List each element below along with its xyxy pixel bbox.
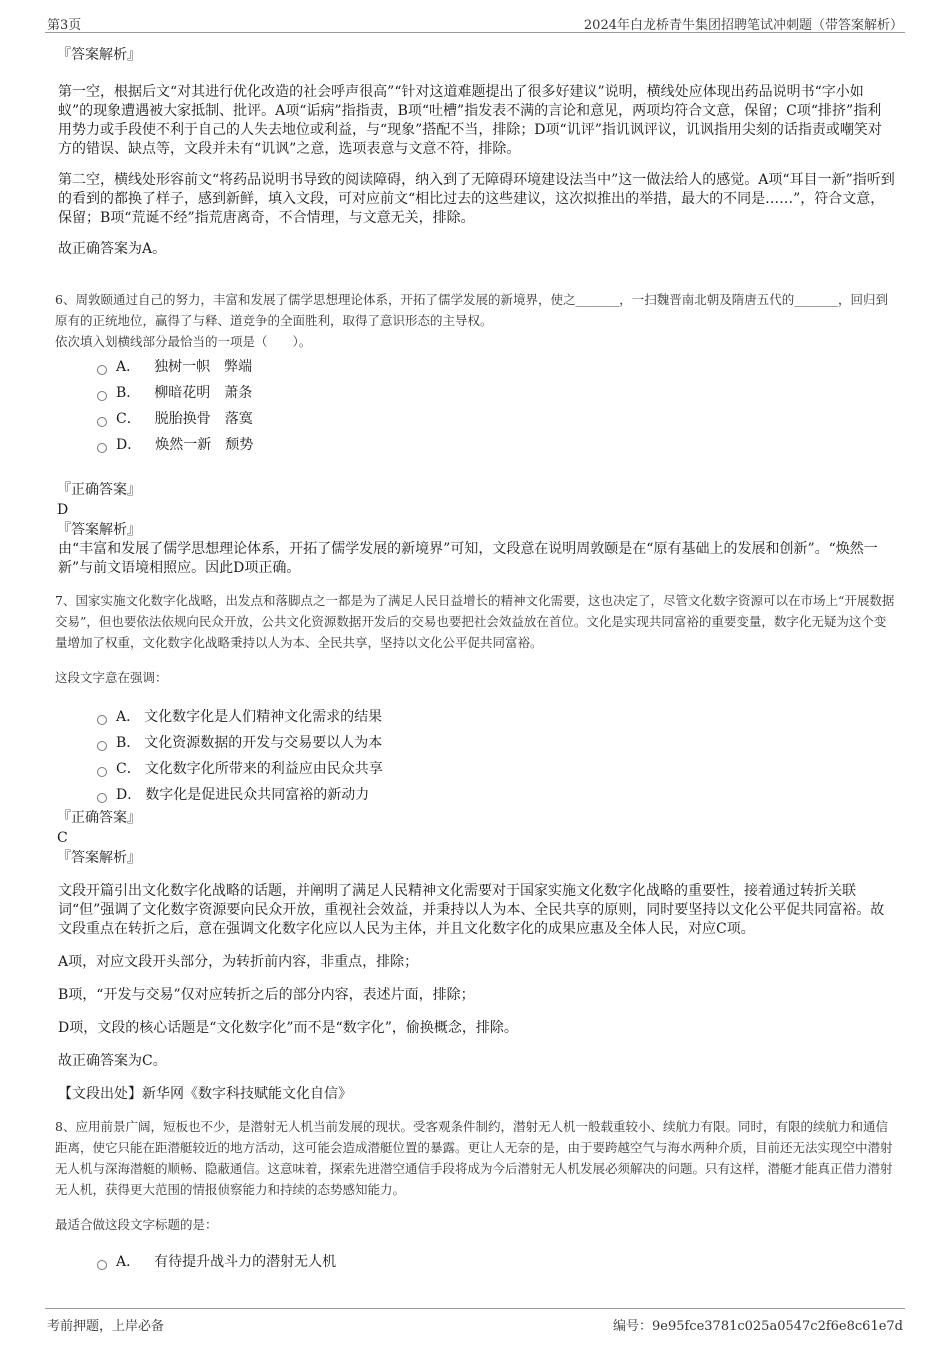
correct-answer: C <box>57 830 68 846</box>
analysis-label: 『答案解析』 <box>57 850 141 866</box>
option-b[interactable]: B． 柳暗花明 萧条 <box>97 380 895 406</box>
option-c[interactable]: C． 脱胎换骨 落寞 <box>97 406 895 432</box>
source-citation: 【文段出处】新华网《数字科技赋能文化自信》 <box>58 1086 352 1102</box>
content <box>55 44 895 1275</box>
analysis-label: 『答案解析』 <box>57 47 141 63</box>
question-7-stem: 7、国家实施文化数字化战略，出发点和落脚点之一都是为了满足人民日益增长的精神文化需要，这也决定了，尽管文化数字资源可以在市场上“开展数据交易”，但也要依法依规向民众开放，公共文化资源数据开发后的交易也要把社会效益放在首位。文化是实现共同富裕的重要变量，数字化无疑为这个变量增加了权重，文化数字化战略秉持以人为本、全民共享，坚持以文化公平促共同富裕。 <box>55 593 895 650</box>
document-title: 2024年白龙桥青牛集团招聘笔试冲刺题（带答案解析） <box>583 18 903 33</box>
option-d[interactable]: D． 焕然一新 颓势 <box>97 432 895 458</box>
radio-button[interactable] <box>97 741 107 751</box>
radio-button[interactable] <box>97 443 107 453</box>
radio-button[interactable] <box>97 417 107 427</box>
analysis-label: 『答案解析』 <box>57 522 141 538</box>
correct-answer-label: 『正确答案』 <box>57 482 141 498</box>
analysis-paragraph: 故正确答案为A。 <box>58 241 167 257</box>
correct-answer-label: 『正确答案』 <box>57 810 141 826</box>
option-a[interactable]: A． 有待提升战斗力的潜射无人机 <box>97 1249 895 1275</box>
question-6-options <box>97 354 895 458</box>
radio-button[interactable] <box>97 793 107 803</box>
question-7-prompt: 这段文字意在强调： <box>55 670 168 685</box>
question-8-stem: 8、应用前景广阔，短板也不少，是潜射无人机当前发展的现状。受客观条件制约，潜射无人机一般载重较小、续航力有限。同时，有限的续航力和通信距离，使它只能在距潜艇较近的地方活动，这可能会造成潜艇位置的暴露。更让人无奈的是，由于要跨越空气与海水两种介质，目前还无法实现空中潜射无人机与深海潜艇的顺畅、隐蔽通信。这意味着，探索先进潜空通信手段将成为今后潜射无人机发展必须解决的问题。只有这样，潜艇才能真正借力潜射无人机，获得更大范围的情报侦察能力和持续的态势感知能力。 <box>55 1119 893 1197</box>
analysis-paragraph: 故正确答案为C。 <box>58 1053 167 1069</box>
analysis-paragraph: 文段开篇引出文化数字化战略的话题，并阐明了满足人民精神文化需要对于国家实施文化数字化战略的重要性，接着通过转折关联词“但”强调了文化数字资源要向民众开放，重视社会效益，并秉持以人为本、全民共享的原则，同时要坚持以文化公平促共同富裕。故文段重点在转折之后，意在强调文化数字化应以人民为主体，并且文化数字化的成果应惠及全体人民，对应C项。 <box>58 883 885 937</box>
question-7-options <box>97 704 895 808</box>
option-a[interactable]: A． 文化数字化是人们精神文化需求的结果 <box>97 704 895 730</box>
question-6-prompt: 依次填入划横线部分最恰当的一项是（ ）。 <box>55 334 312 349</box>
analysis-paragraph: A项，对应文段开头部分，为转折前内容，非重点，排除； <box>58 954 419 970</box>
analysis-paragraph: B项，“开发与交易”仅对应转折之后的部分内容，表述片面，排除； <box>58 987 475 1003</box>
radio-button[interactable] <box>97 365 107 375</box>
analysis-text: 由“丰富和发展了儒学思想理论体系，开拓了儒学发展的新境界”可知，文段意在说明周敦颐是在“原有基础上的发展和创新”。“焕然一新”与前文语境相照应。因此D项正确。 <box>58 541 878 576</box>
radio-button[interactable] <box>97 767 107 777</box>
page-footer <box>45 1308 905 1335</box>
question-6-stem: 6、周敦颐通过自己的努力，丰富和发展了儒学思想理论体系，开拓了儒学发展的新境界，使之_______，一扫魏晋南北朝及隋唐五代的_______，回归到原有的正统地位，赢得了与释、道竞争的全面胜利，取得了意识形态的主导权。 <box>55 292 888 328</box>
page-header <box>45 10 905 33</box>
radio-button[interactable] <box>97 391 107 401</box>
radio-button[interactable] <box>97 1260 107 1270</box>
footer-slogan: 考前押题，上岸必备 <box>47 1319 165 1334</box>
document-code: 编号：9e95fce3781c025a0547c2f6e8c61e7d <box>612 1319 903 1334</box>
analysis-paragraph: D项，文段的核心话题是“文化数字化”而不是“数字化”，偷换概念，排除。 <box>58 1020 518 1036</box>
correct-answer: D <box>57 502 69 518</box>
option-a[interactable]: A． 独树一帜 弊端 <box>97 354 895 380</box>
option-d[interactable]: D． 数字化是促进民众共同富裕的新动力 <box>97 782 895 808</box>
radio-button[interactable] <box>97 715 107 725</box>
page-number: 第3页 <box>47 18 82 33</box>
analysis-paragraph: 第二空，横线处形容前文“将药品说明书导致的阅读障碍，纳入到了无障碍环境建设法当中”这一做法给人的感觉。A项“耳目一新”指听到的看到的都换了样子，感到新鲜，填入文段，可对应前文“相比过去的这些建议，这次拟推出的举措，最大的不同是……”，符合文意，保留；B项“荒诞不经”指荒唐离奇，不合情理，与文意无关，排除。 <box>58 172 895 226</box>
analysis-paragraph: 第一空，根据后文“对其进行优化改造的社会呼声很高”“针对这道难题提出了很多好建议”说明，横线处应体现出药品说明书“字小如蚁”的现象遭遇被大家抵制、批评。A项“诟病”指指责，B项“吐槽”指发表不满的言论和意见，两项均符合文意，保留；C项“排挤”指利用势力或手段使不利于自己的人失去地位或利益，与“现象”搭配不当，排除；D项“讥评”指讥讽评议，讥讽指用尖刻的话指责或嘲笑对方的错误、缺点等，文段并未有“讥讽”之意，选项表意与文意不符，排除。 <box>58 84 882 157</box>
option-b[interactable]: B． 文化资源数据的开发与交易要以人为本 <box>97 730 895 756</box>
option-c[interactable]: C． 文化数字化所带来的利益应由民众共享 <box>97 756 895 782</box>
question-8-prompt: 最适合做这段文字标题的是： <box>55 1217 218 1232</box>
question-8-options <box>97 1249 895 1275</box>
